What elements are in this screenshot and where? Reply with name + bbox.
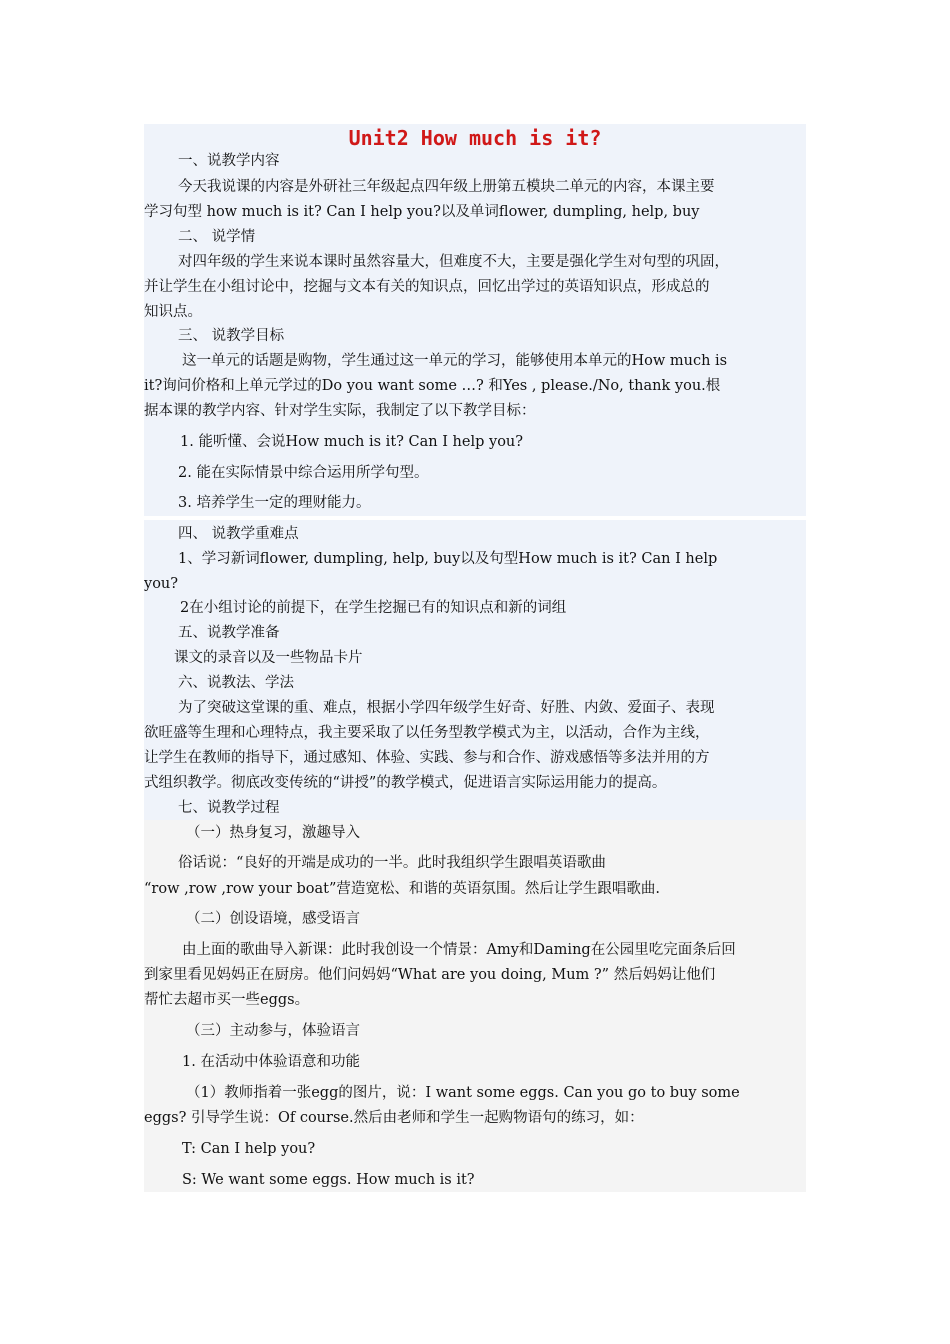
- list-item: 1. 能听懂、会说How much is it? Can I help you?: [180, 434, 524, 450]
- section-heading: 三、 说教学目标: [178, 328, 285, 344]
- paragraph-line: 今天我说课的内容是外研社三年级起点四年级上册第五模块二单元的内容，本课主要: [178, 179, 715, 195]
- paragraph-line: 据本课的教学内容、针对学生实际，我制定了以下教学目标：: [144, 403, 536, 419]
- paragraph-line: it?询问价格和上单元学过的Do you want some …? 和Yes , please./No, thank you.根: [144, 378, 721, 394]
- list-item: 3. 培养学生一定的理财能力。: [178, 495, 371, 511]
- paragraph-line: 这一单元的话题是购物，学生通过这一单元的学习，能够使用本单元的How much is: [182, 353, 728, 369]
- paragraph-line: 知识点。: [144, 304, 202, 320]
- paragraph-line: 为了突破这堂课的重、难点，根据小学四年级学生好奇、好胜、内敛、爱面子、表现: [178, 700, 715, 716]
- subsection-heading: （二）创设语境，感受语言: [186, 911, 360, 927]
- section-heading: 二、 说学情: [178, 229, 256, 245]
- paragraph-line: 让学生在教师的指导下，通过感知、体验、实践、参与和合作、游戏感悟等多法并用的方: [144, 750, 710, 766]
- paragraph-line: 1、学习新词flower, dumpling, help, buy以及句型How much is it? Can I help: [178, 551, 718, 567]
- subsection-heading: （一）热身复习，激趣导入: [186, 825, 360, 841]
- section-heading: 一、说教学内容: [178, 153, 280, 169]
- paragraph-line: you?: [144, 576, 179, 592]
- document-title: Unit2 How much is it?: [348, 126, 602, 150]
- paragraph-line: 欲旺盛等生理和心理特点，我主要采取了以任务型教学模式为主，以活动，合作为主线，: [144, 725, 710, 741]
- list-item: 1. 在活动中体验语意和功能: [182, 1054, 360, 1070]
- paragraph-line: 学习句型 how much is it? Can I help you?以及单词flower, dumpling, help, buy: [144, 204, 700, 220]
- paragraph-line: 式组织教学。彻底改变传统的“讲授”的教学模式，促进语言实际运用能力的提高。: [144, 775, 667, 791]
- paragraph-line: eggs? 引导学生说：Of course.然后由老师和学生一起购物语句的练习，如：: [144, 1110, 644, 1126]
- paragraph-line: 对四年级的学生来说本课时虽然容量大，但难度不大，主要是强化学生对句型的巩固，: [178, 254, 729, 270]
- section-heading: 四、 说教学重难点: [178, 526, 299, 542]
- dialogue-line: S: We want some eggs. How much is it?: [182, 1172, 475, 1188]
- paragraph-line: （1）教师指着一张egg的图片，说：I want some eggs. Can you go to buy some: [186, 1085, 740, 1101]
- paragraph-line: 俗话说：“良好的开端是成功的一半。此时我组织学生跟唱英语歌曲: [178, 855, 606, 871]
- paragraph-line: 由上面的歌曲导入新课：此时我创设一个情景：Amy和Daming在公园里吃完面条后回: [182, 942, 736, 958]
- paragraph-line: 帮忙去超市买一些eggs。: [144, 992, 310, 1008]
- dialogue-line: T: Can I help you?: [182, 1141, 316, 1157]
- subsection-heading: （三）主动参与，体验语言: [186, 1023, 360, 1039]
- paragraph-line: 并让学生在小组讨论中，挖掘与文本有关的知识点，回忆出学过的英语知识点，形成总的: [144, 279, 710, 295]
- list-item: 2. 能在实际情景中综合运用所学句型。: [178, 465, 429, 481]
- paragraph-line: 到家里看见妈妈正在厨房。他们问妈妈“What are you doing, Mum ?” 然后妈妈让他们: [144, 967, 716, 983]
- paragraph-line: “row ,row ,row your boat”营造宽松、和谐的英语氛围。然后让学生跟唱歌曲.: [144, 881, 660, 897]
- section-heading: 六、说教法、学法: [178, 675, 294, 691]
- section-heading: 五、说教学准备: [178, 625, 280, 641]
- paragraph-line: 2在小组讨论的前提下，在学生挖掘已有的知识点和新的词组: [180, 600, 567, 616]
- paragraph-line: 课文的录音以及一些物品卡片: [174, 650, 363, 666]
- section-heading: 七、说教学过程: [178, 800, 280, 816]
